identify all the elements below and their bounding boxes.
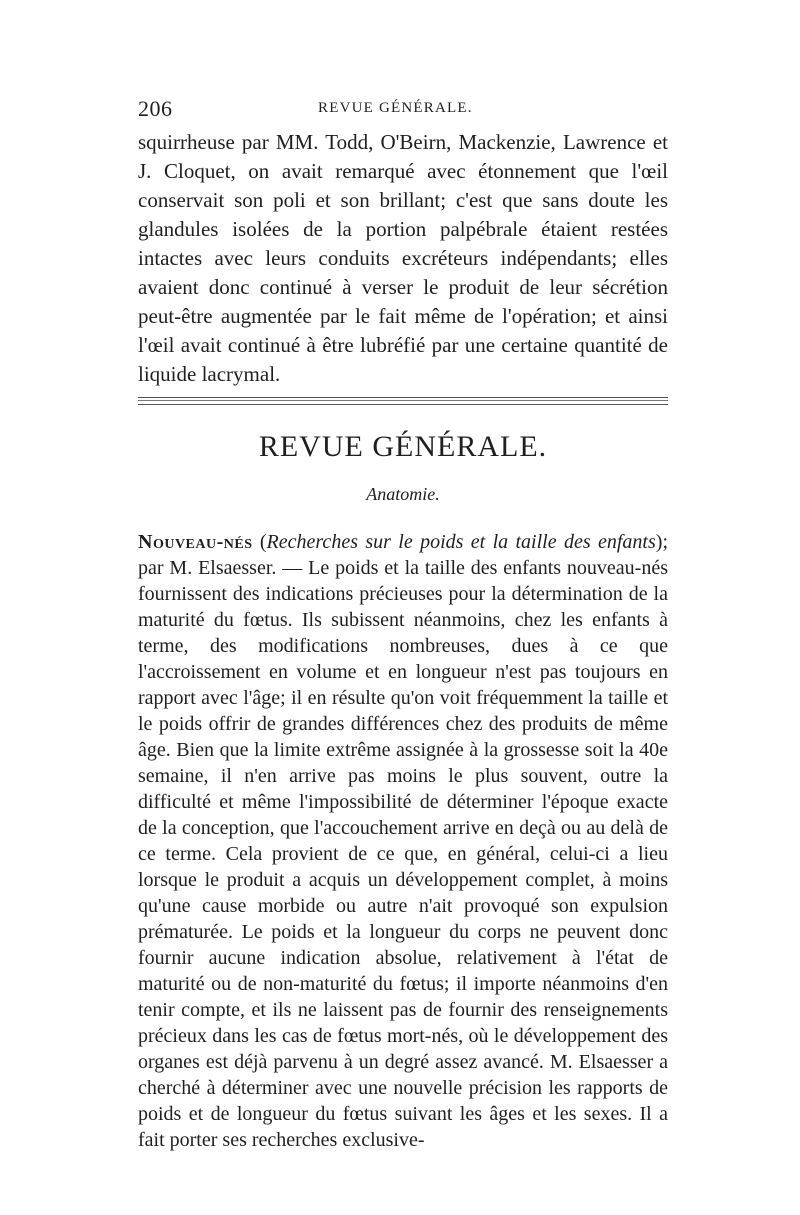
section-subtitle: Anatomie.: [366, 484, 440, 504]
page-number: 206: [138, 96, 173, 121]
article-text: par M. Elsaesser. — Le poids et la taille des enfants nouveau-nés fournissent des indications précieuses pour la détermination de la maturité du fœtus. Ils subissent néanmoins, chez les enfants à terme, des modifications nombreuses, dues à ce que l'accroissement en volume et en longueur n'est pas toujours en rapport avec l'âge; il en résulte qu'on voit fréquemment la taille et le poids offrir de grandes différences chez des produits de même âge. Bien que la limite extrême assignée à la grossesse soit la 40e semaine, il n'en arrive pas moins le plus souvent, outre la difficulté et même l'impossibilité de déterminer l'époque exacte de la conception, que l'accouchement arrive en deçà ou au delà de ce terme. Cela provient de ce que, en général, celui-ci a lieu lorsque le produit a acquis un développement complet, à moins qu'une cause morbide ou autre n'ait provoqué son expulsion prématurée. Le poids et la longueur du corps ne peuvent donc fournir aucune indication absolue, relativement à l'état de maturité ou de non-maturité du fœtus; il importe néanmoins d'en tenir compte, et ils ne laissent pas de fournir des renseignements précieux dans les cas de fœtus mort-nés, où le développement des organes est déjà parvenu à un degré assez avancé. M. Elsaesser a cherché à déterminer avec une nouvelle précision les rapports de poids et de longueur du fœtus suivant les âges et les sexes. Il a fait porter ses recherches exclusive-: [138, 557, 668, 1151]
article-paragraph: [138, 529, 668, 1153]
citation-title: Recherches sur le poids et la taille des enfants: [266, 531, 656, 553]
continued-paragraph: [138, 128, 668, 389]
article-body: [138, 529, 668, 1153]
section-divider: [138, 397, 668, 405]
paragraph-text: squirrheuse par MM. Todd, O'Beirn, Mackenzie, Lawrence et J. Cloquet, on avait remarqué avec étonnement que l'œil conservait son poli et son brillant; c'est que sans doute les glandules isolées de la portion palpébrale étaient restées intactes avec leurs conduits excréteurs indépendants; elles avaient donc continué à verser le produit de leur sécrétion peut-être augmentée par le fait même de l'opération; et ainsi l'œil avait continué à être lubréfié par une certaine quantité de liquide lacrymal.: [138, 130, 668, 386]
citation-open: (: [252, 531, 267, 553]
running-head: REVUE GÉNÉRALE.: [318, 100, 473, 116]
citation-close: );: [655, 531, 668, 553]
section-title: REVUE GÉNÉRALE.: [258, 430, 548, 463]
page-header: [138, 96, 668, 122]
article-lead: Nouveau-nés: [138, 531, 253, 553]
